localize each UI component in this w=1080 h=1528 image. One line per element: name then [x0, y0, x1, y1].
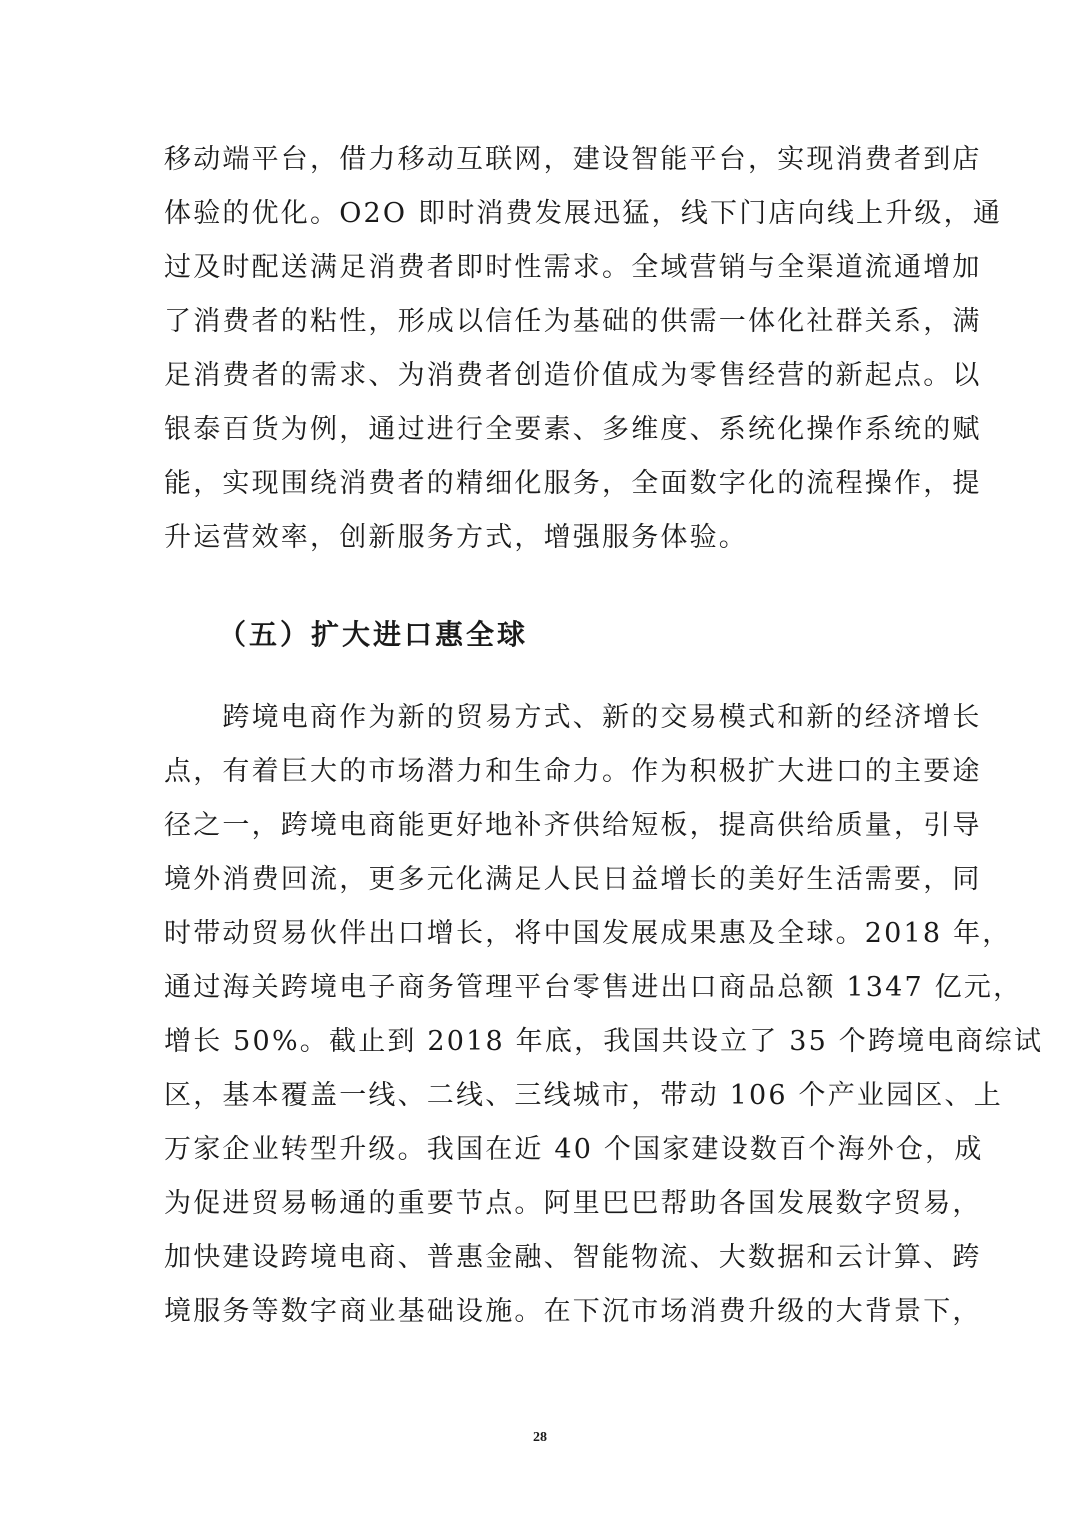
paragraph-line: 足消费者的需求、为消费者创造价值成为零售经营的新起点。以: [164, 360, 982, 391]
paragraph-line: 区，基本覆盖一线、二线、三线城市，带动 106 个产业园区、上: [164, 1080, 1003, 1111]
paragraph-line: 境外消费回流，更多元化满足人民日益增长的美好生活需要，同: [164, 864, 982, 895]
paragraph-line: 能，实现围绕消费者的精细化服务，全面数字化的流程操作，提: [164, 468, 982, 499]
paragraph-line: 时带动贸易伙伴出口增长，将中国发展成果惠及全球。2018 年，: [164, 918, 1012, 949]
paragraph-line: 点，有着巨大的市场潜力和生命力。作为积极扩大进口的主要途: [164, 756, 982, 787]
paragraph-line: 径之一，跨境电商能更好地补齐供给短板，提高供给质量，引导: [164, 810, 982, 841]
paragraph-line: 跨境电商作为新的贸易方式、新的交易模式和新的经济增长: [164, 702, 982, 733]
paragraph-line: 增长 50%。截止到 2018 年底，我国共设立了 35 个跨境电商综试: [164, 1026, 1044, 1057]
paragraph-line: 境服务等数字商业基础设施。在下沉市场消费升级的大背景下，: [164, 1296, 982, 1327]
paragraph-line: 万家企业转型升级。我国在近 40 个国家建设数百个海外仓，成: [164, 1134, 984, 1165]
paragraph-line: 通过海关跨境电子商务管理平台零售进出口商品总额 1347 亿元，: [164, 972, 1023, 1003]
paragraph-line: 移动端平台，借力移动互联网，建设智能平台，实现消费者到店: [164, 144, 982, 175]
paragraph-line: 过及时配送满足消费者即时性需求。全域营销与全渠道流通增加: [164, 252, 982, 283]
paragraph-cross-border-ecommerce: [164, 691, 1044, 1339]
paragraph-omnichannel-retail: [164, 133, 1003, 565]
paragraph-line: 升运营效率，创新服务方式，增强服务体验。: [164, 522, 748, 553]
paragraph-line: 加快建设跨境电商、普惠金融、智能物流、大数据和云计算、跨: [164, 1242, 982, 1273]
section-heading: （五）扩大进口惠全球: [218, 618, 529, 651]
paragraph-line: 体验的优化。O2O 即时消费发展迅猛，线下门店向线上升级，通: [164, 198, 1003, 229]
page-number: 28: [533, 1430, 547, 1445]
paragraph-line: 了消费者的粘性，形成以信任为基础的供需一体化社群关系，满: [164, 306, 982, 337]
paragraph-line: 为促进贸易畅通的重要节点。阿里巴巴帮助各国发展数字贸易，: [164, 1188, 982, 1219]
paragraph-line: 银泰百货为例，通过进行全要素、多维度、系统化操作系统的赋: [164, 414, 982, 445]
